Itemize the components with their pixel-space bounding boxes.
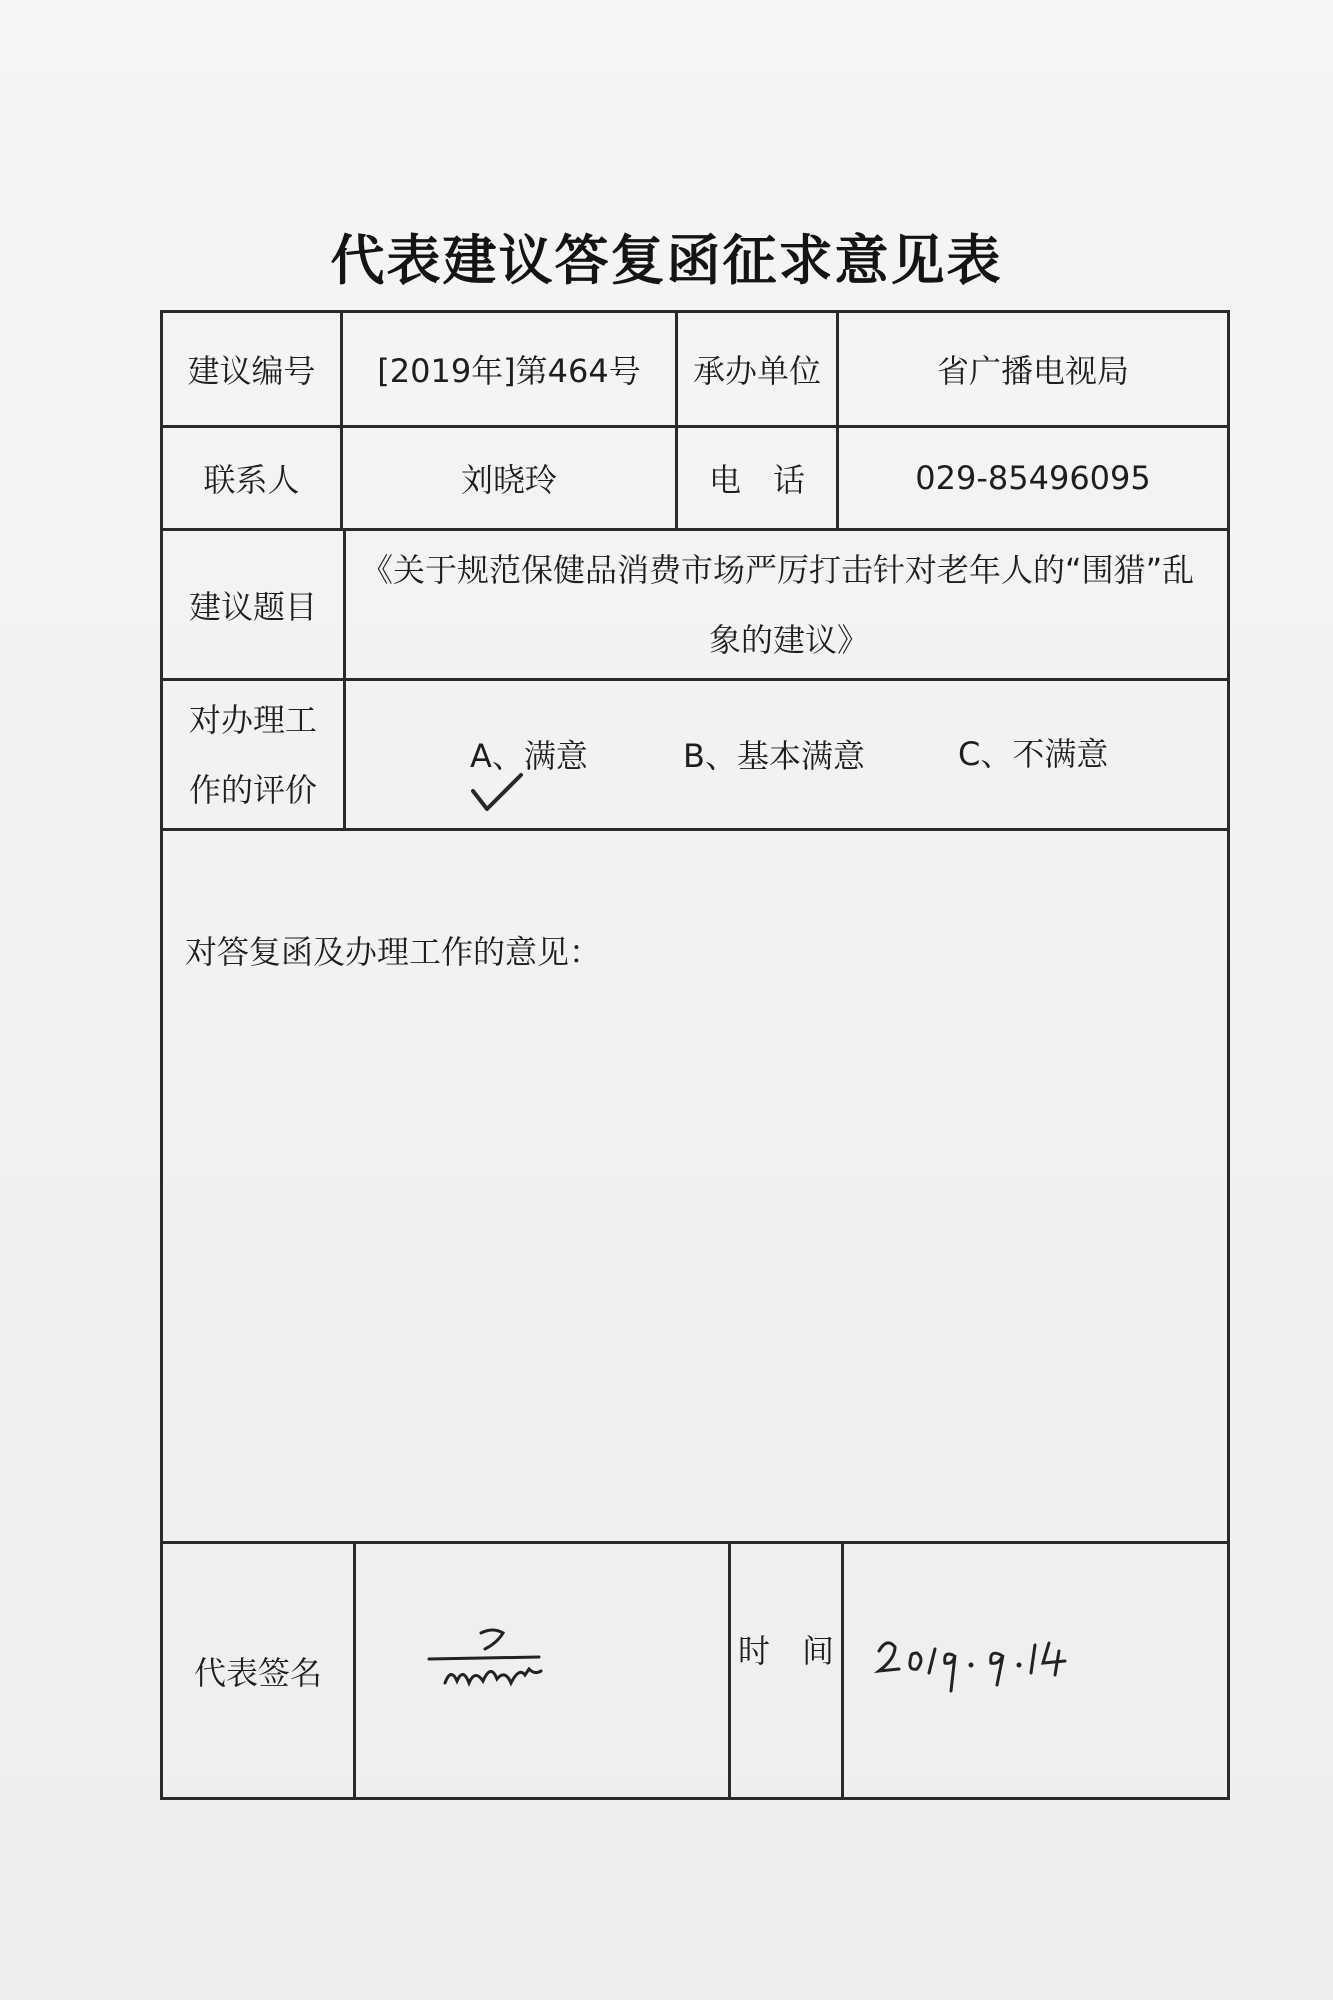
- proposal-number-value: [2019年]第464号: [377, 352, 641, 390]
- proposal-number-label: 建议编号: [187, 352, 316, 390]
- phone-label: 电 话: [708, 461, 805, 499]
- handling-unit-value: 省广播电视局: [936, 352, 1129, 390]
- handwritten-date: [873, 1629, 1093, 1719]
- time-label: 时 间: [737, 1632, 834, 1670]
- phone-value: 029-85496095: [915, 459, 1151, 497]
- option-a-satisfied[interactable]: A、满意: [470, 737, 588, 775]
- page-title: 代表建议答复函征求意见表: [330, 229, 1003, 292]
- opinion-form-table: [160, 310, 1230, 1800]
- option-c-not-satisfied[interactable]: C、不满意: [958, 735, 1109, 773]
- signature-label: 代表签名: [193, 1653, 322, 1692]
- checkmark-icon: [469, 769, 529, 819]
- handwritten-signature: [421, 1623, 571, 1703]
- row-divider: [163, 678, 1227, 681]
- handling-unit-label: 承办单位: [692, 352, 821, 390]
- column-divider: [343, 528, 346, 828]
- column-divider: [353, 1541, 356, 1797]
- contact-value: 刘晓玲: [460, 461, 557, 499]
- opinion-label: 对答复函及办理工作的意见：: [185, 933, 602, 971]
- evaluation-label: [163, 685, 343, 825]
- row-divider: [163, 828, 1227, 831]
- evaluation-label-line-1: 对办理工: [188, 701, 317, 739]
- evaluation-label-line-2: 作的评价: [188, 771, 317, 809]
- option-b-basically-satisfied[interactable]: B、基本满意: [683, 737, 865, 775]
- topic-text-line-1: 《关于规范保健品消费市场严厉打击针对老年人的“围猎”乱: [361, 551, 1195, 589]
- topic-label: 建议题目: [188, 587, 317, 626]
- column-divider: [841, 1541, 844, 1797]
- topic-text-line-2: 象的建议》: [709, 621, 870, 659]
- contact-label: 联系人: [203, 461, 300, 499]
